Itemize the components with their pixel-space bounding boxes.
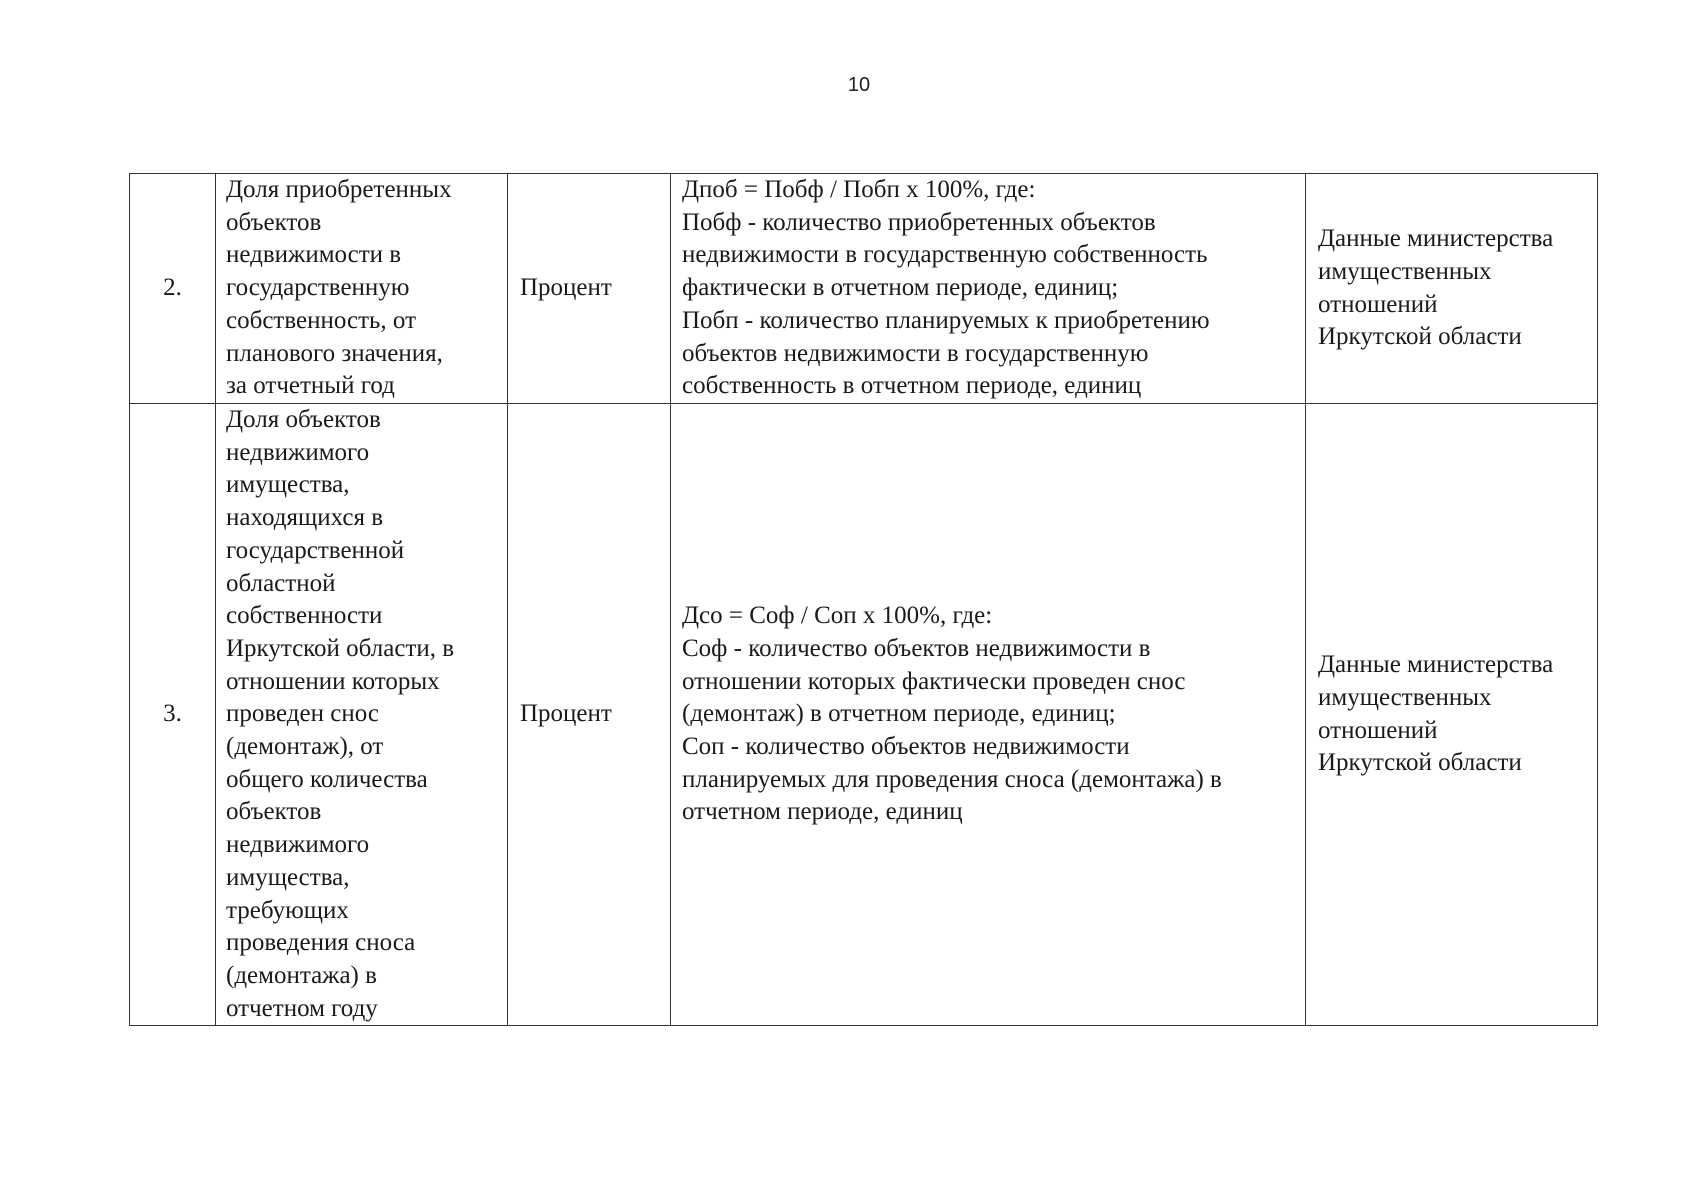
- indicators-table: [129, 173, 1598, 1026]
- page-number: 10: [847, 74, 871, 96]
- cell-text-line: Данные министерства: [1318, 651, 1554, 679]
- cell-text-line: Данные министерства: [1318, 225, 1554, 253]
- formula-cell: [671, 404, 1306, 1026]
- cell-text-line: отношений: [1318, 290, 1438, 318]
- cell-text-line: общего количества: [226, 765, 428, 793]
- cell-text-line: собственность в отчетном периоде, единиц: [682, 372, 1142, 400]
- unit-cell: [508, 174, 671, 404]
- row-number: 3.: [163, 700, 182, 728]
- source-cell: [1306, 174, 1598, 404]
- cell-text-line: Побф - количество приобретенных объектов: [682, 208, 1156, 236]
- unit-label: Процент: [520, 274, 612, 302]
- table-row: [130, 174, 1598, 404]
- cell-text-line: Иркутской области: [1318, 749, 1522, 777]
- cell-text-line: Иркутской области, в: [226, 634, 455, 662]
- cell-text-line: находящихся в: [226, 504, 384, 532]
- row-number-cell: [130, 404, 216, 1026]
- cell-text-line: имущественных: [1318, 257, 1492, 285]
- cell-text-line: недвижимости в государственную собственность: [682, 241, 1208, 269]
- cell-text-line: государственную: [226, 274, 410, 302]
- cell-text-line: Дсо = Соф / Соп х 100%, где:: [682, 602, 993, 630]
- cell-text-line: отношении которых: [226, 667, 440, 695]
- cell-text-line: собственности: [226, 602, 383, 630]
- indicator-name-cell: [216, 404, 508, 1026]
- cell-text-line: отчетном году: [226, 994, 378, 1022]
- cell-text-line: планового значения,: [226, 339, 443, 367]
- cell-text-line: (демонтажа) в: [226, 961, 377, 989]
- cell-text-line: Соф - количество объектов недвижимости в: [682, 634, 1151, 662]
- cell-text-line: недвижимого: [226, 438, 370, 466]
- cell-text-line: имущества,: [226, 471, 350, 499]
- cell-text-line: Побп - количество планируемых к приобретению: [682, 306, 1210, 334]
- cell-text-line: Доля объектов: [226, 406, 381, 433]
- cell-text-line: объектов: [226, 798, 322, 826]
- indicator-name-cell: [216, 174, 508, 404]
- cell-text-line: Иркутской области: [1318, 323, 1522, 351]
- cell-text-line: (демонтаж), от: [226, 733, 384, 761]
- cell-text-line: Доля приобретенных: [226, 176, 452, 204]
- unit-label: Процент: [520, 700, 612, 728]
- cell-text-line: Дпоб = Побф / Побп х 100%, где:: [682, 176, 1036, 204]
- cell-text-line: требующих: [226, 896, 349, 924]
- cell-text-line: государственной: [226, 536, 405, 564]
- cell-text-line: областной: [226, 569, 336, 597]
- row-number: 2.: [163, 274, 182, 302]
- cell-text-line: Соп - количество объектов недвижимости: [682, 733, 1130, 761]
- source-cell: [1306, 404, 1598, 1026]
- cell-text-line: отчетном периоде, единиц: [682, 798, 963, 826]
- formula-cell: [671, 174, 1306, 404]
- cell-text-line: собственность, от: [226, 306, 416, 334]
- cell-text-line: имущественных: [1318, 683, 1492, 711]
- cell-text-line: (демонтаж) в отчетном периоде, единиц;: [682, 700, 1116, 728]
- cell-text-line: объектов недвижимости в государственную: [682, 339, 1149, 367]
- cell-text-line: отношений: [1318, 716, 1438, 744]
- cell-text-line: фактически в отчетном периоде, единиц;: [682, 274, 1119, 302]
- unit-cell: [508, 404, 671, 1026]
- cell-text-line: отношении которых фактически проведен снос: [682, 667, 1186, 695]
- cell-text-line: объектов: [226, 208, 322, 236]
- table-row: [130, 404, 1598, 1026]
- cell-text-line: проведения сноса: [226, 929, 416, 957]
- cell-text-line: имущества,: [226, 863, 350, 891]
- cell-text-line: проведен снос: [226, 700, 379, 728]
- cell-text-line: недвижимости в: [226, 241, 402, 269]
- cell-text-line: планируемых для проведения сноса (демонтажа) в: [682, 765, 1222, 793]
- cell-text-line: за отчетный год: [226, 372, 395, 400]
- cell-text-line: недвижимого: [226, 831, 370, 859]
- row-number-cell: [130, 174, 216, 404]
